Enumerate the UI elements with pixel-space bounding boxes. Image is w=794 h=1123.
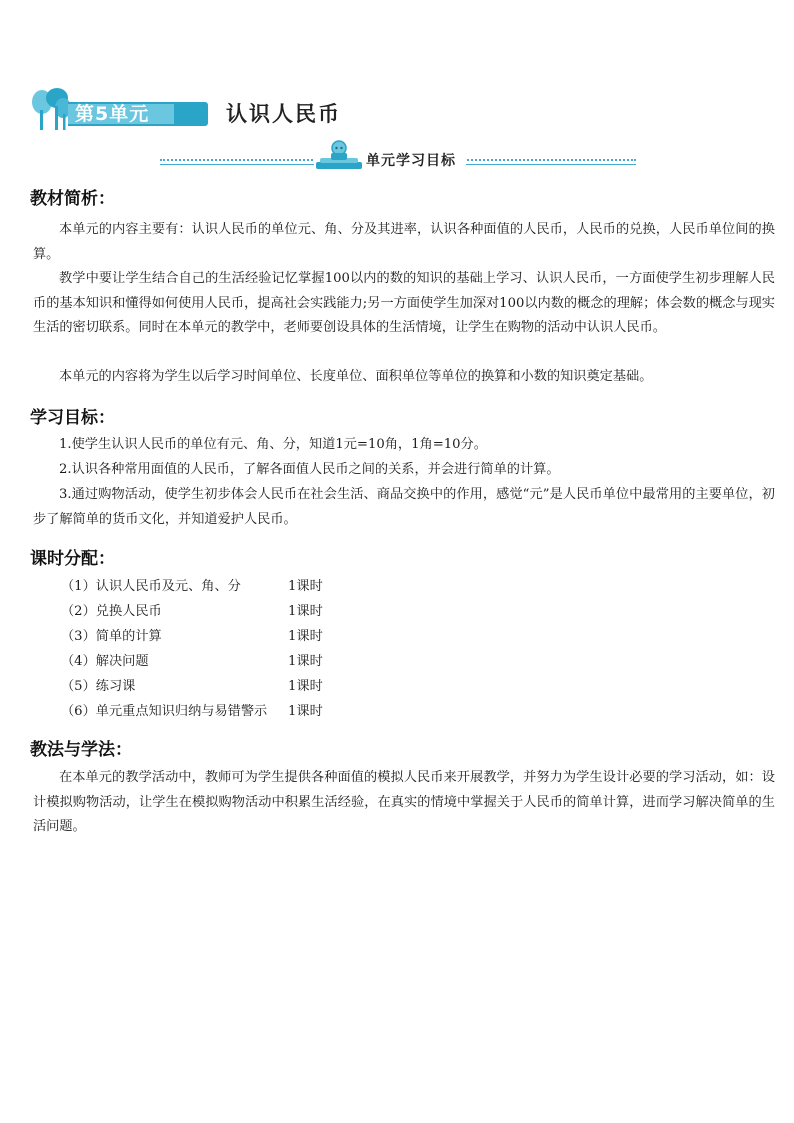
- goal-banner-label: 单元学习目标: [362, 150, 466, 172]
- unit-badge-label: 第5单元: [75, 103, 150, 125]
- learning-goal-2: 2.认识各种常用面值的人民币，了解各面值人民币之间的关系，并会进行简单的计算。: [59, 462, 560, 477]
- schedule-hours: 1课时: [288, 704, 323, 719]
- schedule-item: （6）单元重点知识归纳与易错警示: [61, 704, 268, 719]
- schedule-hours: 1课时: [288, 629, 323, 644]
- schedule-hours: 1课时: [288, 654, 323, 669]
- schedule-row: [61, 649, 461, 674]
- unit-header: [30, 88, 350, 134]
- goal-banner: [160, 148, 636, 174]
- schedule-row: [61, 699, 461, 724]
- schedule-item: （4）解决问题: [61, 654, 149, 669]
- reading-student-icon: [314, 140, 364, 172]
- schedule-row: [61, 599, 461, 624]
- methods-paragraph: 在本单元的教学活动中，教师可为学生提供各种面值的模拟人民币来开展教学，并努力为学生设计必要的学习活动，如：设计模拟购物活动，让学生在模拟购物活动中积累生活经验，在真实的情境中掌握关于人民币的简单计算，进而学习解决简单的生活问题。: [33, 770, 775, 834]
- section-heading-schedule: 课时分配：: [30, 549, 115, 569]
- tree-icon: [30, 88, 72, 134]
- section-heading-learning-goals: 学习目标：: [30, 408, 115, 428]
- schedule-hours: 1课时: [288, 579, 323, 594]
- schedule-item: （1）认识人民币及元、角、分: [61, 579, 241, 594]
- analysis-paragraph-1: 本单元的内容主要有：认识人民币的单位元、角、分及其进率，认识各种面值的人民币，人民币的兑换，人民币单位间的换算。: [33, 222, 775, 262]
- learning-goal-3: 3.通过购物活动，使学生初步体会人民币在社会生活、商品交换中的作用，感觉“元”是人民币单位中最常用的主要单位，初步了解简单的货币文化，并知道爱护人民币。: [33, 487, 775, 527]
- schedule-hours: 1课时: [288, 604, 323, 619]
- schedule-hours: 1课时: [288, 679, 323, 694]
- schedule-item: （2）兑换人民币: [61, 604, 162, 619]
- schedule-item: （3）简单的计算: [61, 629, 162, 644]
- schedule-row: [61, 624, 461, 649]
- schedule-item: （5）练习课: [61, 679, 136, 694]
- learning-goal-1: 1.使学生认识人民币的单位有元、角、分，知道1元=10角，1角=10分。: [59, 437, 487, 452]
- schedule-row: [61, 574, 461, 599]
- analysis-paragraph-3: 本单元的内容将为学生以后学习时间单位、长度单位、面积单位等单位的换算和小数的知识奠定基础。: [59, 369, 653, 384]
- analysis-paragraph-2: 教学中要让学生结合自己的生活经验记忆掌握100以内的数的知识的基础上学习、认识人民币，一方面使学生初步理解人民币的基本知识和懂得如何使用人民币，提高社会实践能力;另一方面使学生加深对100以内数的概念的理解；体会数的概念与现实生活的密切联系。同时在本单元的教学中，老师要创设具体的生活情境，让学生在购物的活动中认识人民币。: [33, 271, 775, 335]
- schedule-row: [61, 674, 461, 699]
- section-heading-methods: 教法与学法：: [30, 740, 132, 760]
- unit-title: 认识人民币: [226, 102, 341, 126]
- section-heading-textbook-analysis: 教材简析：: [30, 189, 115, 209]
